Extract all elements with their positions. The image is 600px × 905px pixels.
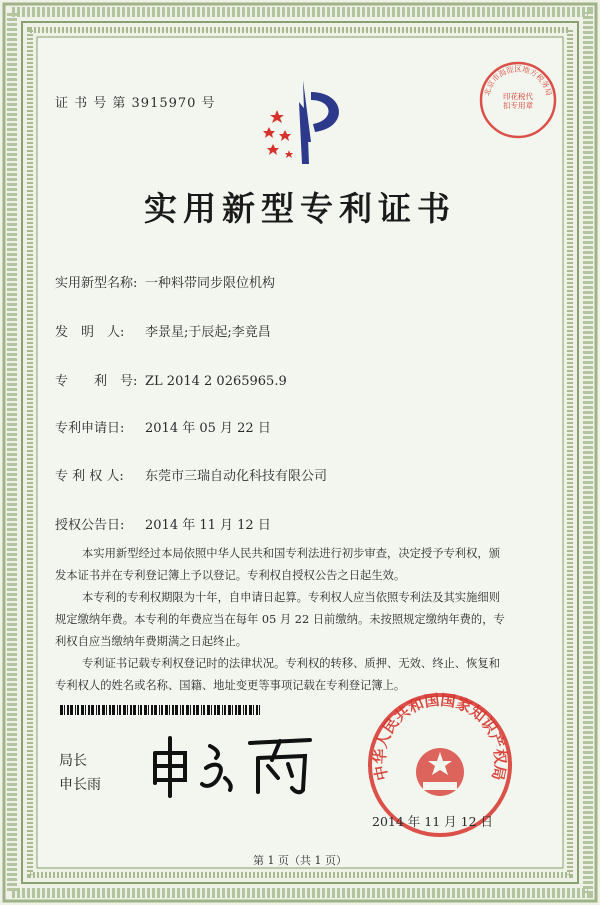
barcode-bar	[67, 705, 69, 715]
barcode-bar	[222, 705, 223, 715]
barcode-bar	[245, 705, 247, 715]
barcode-bar	[112, 705, 115, 715]
barcode-bar	[77, 705, 79, 715]
paragraph-line: 本专利的专利权期限为十年，自申请日起算。专利权人应当依照专利法及其实施细则	[82, 591, 500, 604]
field-grant-date	[55, 514, 271, 533]
barcode-bar	[91, 705, 94, 715]
barcode-bar	[186, 705, 189, 715]
barcode-bar	[214, 705, 216, 715]
field-value: 2014 年 11 月 12 日	[145, 518, 271, 533]
barcode-bar	[96, 705, 97, 715]
field-label: 授权公告日:	[55, 518, 125, 533]
barcode-bar	[123, 705, 126, 715]
field-value: 2014 年 05 月 22 日	[145, 421, 271, 436]
paragraph-line: 专利证书记载专利权登记时的法律状况。专利权的转移、质押、无效、终止、恢复和	[82, 657, 500, 670]
barcode-bar	[193, 705, 195, 715]
barcode-bar	[119, 705, 121, 715]
barcode-bar	[238, 705, 241, 715]
barcode-bar	[217, 705, 220, 715]
barcode-bar	[256, 705, 258, 715]
patent-office-logo-icon	[255, 72, 355, 172]
paragraph-grant	[55, 543, 547, 587]
barcode-bar	[70, 705, 73, 715]
barcode-bar	[249, 705, 252, 715]
barcode-bar	[175, 705, 178, 715]
barcode-bar	[148, 705, 149, 715]
barcode-bar	[253, 705, 254, 715]
barcode-bar	[130, 705, 132, 715]
paragraph-line: 本实用新型经过本局依照中华人民共和国专利法进行初步审查，决定授予专利权，颁	[82, 547, 500, 560]
barcode-bar	[85, 705, 86, 715]
stamp-tax-seal-icon	[478, 60, 558, 140]
barcode-bar	[117, 705, 118, 715]
field-inventors	[55, 321, 271, 340]
barcode-bar	[81, 705, 84, 715]
field-label: 发 明 人:	[55, 325, 125, 340]
barcode-bar	[169, 705, 170, 715]
barcode-bar	[88, 705, 90, 715]
barcode-bar	[161, 705, 163, 715]
field-value: 李景星;于辰起;李竟昌	[145, 325, 271, 340]
seal-center-text: 印花税代扣专用章	[503, 92, 533, 110]
barcode-bar	[243, 705, 244, 715]
field-value: ZL 2014 2 0265965.9	[145, 374, 287, 389]
field-patent-number	[55, 370, 287, 389]
barcode-bar	[201, 705, 202, 715]
paragraph-line: 规定缴纳年费。本专利的年费应当在每年 05 月 22 日前缴纳。未按照规定缴纳年费的，专	[55, 613, 505, 626]
director-title: 局长	[59, 753, 87, 769]
paragraph-term	[55, 587, 547, 653]
barcode-bar	[228, 705, 231, 715]
certificate-title: 实用新型专利证书	[144, 189, 456, 228]
paragraph-line: 利权自应当缴纳年费期满之日起终止。	[55, 635, 248, 648]
barcode-bar	[151, 705, 153, 715]
barcode-bar	[127, 705, 128, 715]
barcode-bar	[203, 705, 205, 715]
barcode-bar	[140, 705, 142, 715]
paragraph-line: 专利权人的姓名或名称、国籍、地址变更等事项记载在专利登记簿上。	[55, 679, 406, 692]
barcode-bar	[109, 705, 111, 715]
certificate-number: 证 书 号 第 3915970 号	[55, 96, 216, 111]
paragraph-line: 发本证书并在专利登记簿上予以登记。专利权自授权公告之日起生效。	[55, 569, 406, 582]
barcode-bar	[138, 705, 139, 715]
barcode-bar	[196, 705, 199, 715]
barcode-bar	[106, 705, 107, 715]
field-value: 一种料带同步限位机构	[145, 276, 276, 291]
barcode-bar	[207, 705, 210, 715]
seal-text: 北京市海淀区地方税务局	[482, 64, 554, 97]
seal-date: 2014 年 11 月 12 日	[372, 814, 493, 829]
field-label: 专 利 权 人:	[55, 469, 124, 484]
barcode-bar	[211, 705, 212, 715]
field-application-date	[55, 417, 271, 436]
barcode-bar	[98, 705, 100, 715]
seal-text: 中华人民共和国国家知识产权局	[370, 690, 510, 783]
barcode-bar	[60, 705, 63, 715]
barcode-bar	[165, 705, 168, 715]
barcode-icon	[60, 705, 260, 715]
field-label: 实用新型名称:	[55, 276, 138, 291]
director-name: 申长雨	[59, 777, 101, 793]
field-label: 专利申请日:	[55, 421, 125, 436]
barcode-bar	[159, 705, 160, 715]
barcode-bar	[190, 705, 191, 715]
barcode-bar	[133, 705, 136, 715]
barcode-bar	[259, 705, 260, 715]
barcode-bar	[235, 705, 237, 715]
barcode-bar	[64, 705, 65, 715]
barcode-bar	[182, 705, 184, 715]
barcode-bar	[144, 705, 147, 715]
barcode-bar	[75, 705, 76, 715]
field-utility-model-name	[55, 272, 275, 291]
barcode-bar	[154, 705, 157, 715]
barcode-bar	[224, 705, 226, 715]
director-signature-icon	[140, 728, 320, 798]
barcode-bar	[102, 705, 105, 715]
barcode-bar	[172, 705, 174, 715]
field-patentee	[55, 465, 327, 484]
field-label: 专 利 号:	[55, 374, 138, 389]
barcode-bar	[180, 705, 181, 715]
field-value: 东莞市三瑞自动化科技有限公司	[145, 469, 328, 484]
page-number: 第 1 页（共 1 页）	[253, 854, 347, 867]
barcode-bar	[232, 705, 233, 715]
